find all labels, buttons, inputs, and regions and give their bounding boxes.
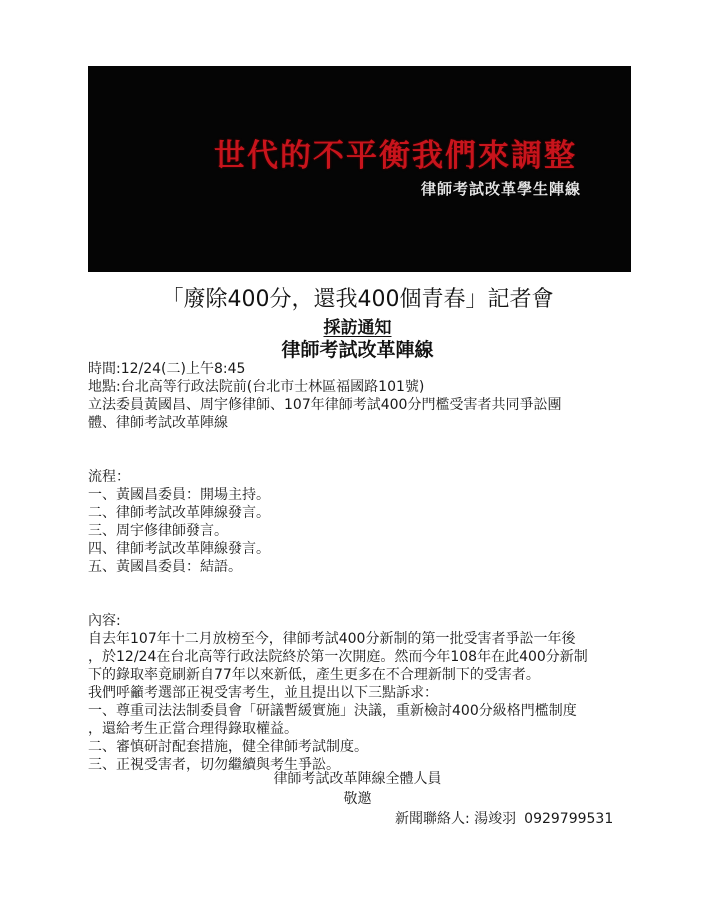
agenda-item: 五、黃國昌委員：結語。	[88, 559, 242, 575]
signature-org: 律師考試改革陣線全體人員	[273, 771, 442, 787]
press-conference-title: 「廢除400分，還我400個青春」記者會	[161, 287, 554, 312]
demand-item: 一、尊重司法法制委員會「研議暫緩實施」決議，重新檢討400分級格門檻制度	[88, 703, 577, 719]
agenda-item: 四、律師考試改革陣線發言。	[88, 541, 270, 557]
banner-title: 世代的不平衡我們來調整	[214, 138, 577, 174]
notice-label: 採訪通知	[323, 318, 392, 338]
signature-invite: 敬邀	[343, 791, 372, 807]
demand-item: 二、審慎研討配套措施，健全律師考試制度。	[88, 739, 368, 755]
banner-image	[88, 66, 631, 272]
demand-item: 三、正視受害者，切勿繼續與考生爭訟。	[88, 757, 340, 773]
banner-subtitle: 律師考試改革學生陣線	[421, 180, 582, 198]
participants-line-cont: 體、律師考試改革陣線	[88, 415, 228, 431]
press-contact	[395, 808, 613, 828]
content-line: 自去年107年十二月放榜至今，律師考試400分新制的第一批受害者爭訟一年後	[88, 631, 576, 647]
agenda-item: 三、周宇修律師發言。	[88, 523, 228, 539]
location-line: 地點:台北高等行政法院前(台北市士林區福國路101號)	[88, 379, 425, 395]
content-line: ，於12/24在台北高等行政法院終於第一次開庭。然而今年108年在此400分新制	[88, 649, 588, 665]
content-line: 下的錄取率竟刷新自77年以來新低，產生更多在不合理新制下的受害者。	[88, 667, 540, 683]
demand-item-cont: ，還給考生正當合理得錄取權益。	[88, 721, 298, 737]
agenda-title: 流程：	[88, 469, 130, 485]
content-line: 我們呼籲考選部正視受害考生，並且提出以下三點訴求：	[88, 685, 438, 701]
document-body	[88, 360, 648, 774]
participants-line: 立法委員黃國昌、周宇修律師、107年律師考試400分門檻受害者共同爭訟團	[88, 397, 562, 413]
content-title: 內容:	[88, 613, 121, 629]
contact-label: 新聞聯絡人: 湯竣羽	[395, 811, 517, 827]
time-line: 時間:12/24(二)上午8:45	[88, 361, 246, 377]
contact-phone: 0929799531	[524, 811, 614, 827]
organizer-name: 律師考試改革陣線	[281, 339, 434, 361]
agenda-item: 二、律師考試改革陣線發言。	[88, 505, 270, 521]
agenda-item: 一、黃國昌委員：開場主持。	[88, 487, 270, 503]
